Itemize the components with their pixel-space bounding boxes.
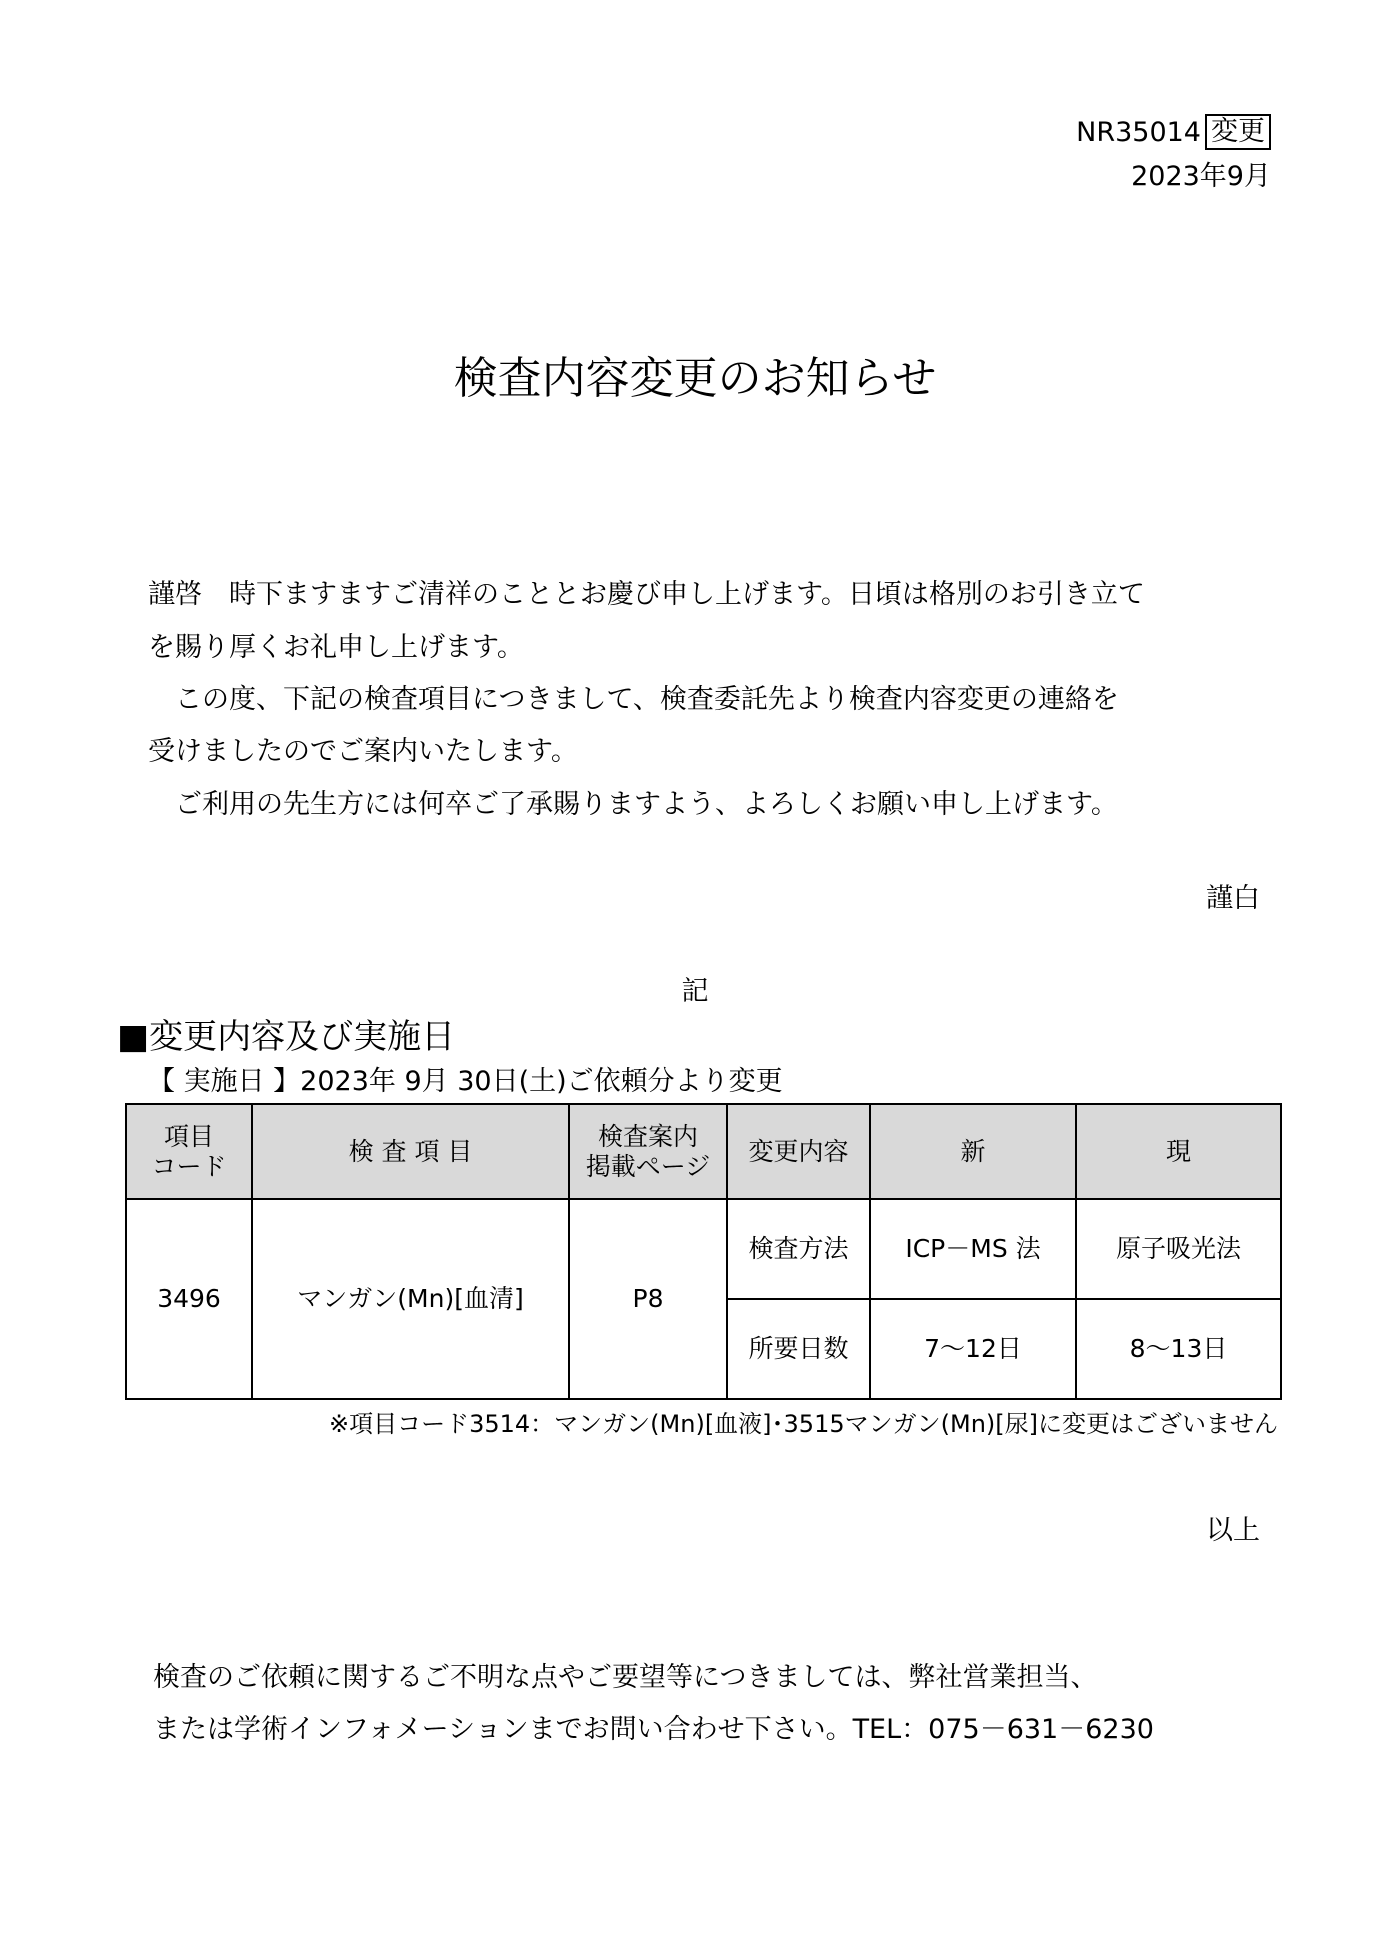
cell-item-code: 3496 <box>126 1199 252 1399</box>
implementation-date: 【 実施日 】2023年 9月 30日(土)ご依頼分より変更 <box>148 1066 783 1097</box>
cell-guide-page: P8 <box>569 1199 727 1399</box>
body-line-3: この度、下記の検査項目につきまして、検査委託先より検査内容変更の連絡を <box>148 684 1119 715</box>
cell-current-method: 原子吸光法 <box>1076 1199 1281 1299</box>
body-line-5: ご利用の先生方には何卒ご了承賜りますよう、よろしくお願い申し上げます。 <box>148 789 1118 820</box>
header-test-item: 検 査 項 目 <box>252 1104 569 1199</box>
header-item-code <box>126 1104 252 1199</box>
closing-salutation: 謹白 <box>1206 883 1260 914</box>
cell-change-label-method: 検査方法 <box>727 1199 870 1299</box>
header-guide-page-line1: 検査案内 <box>597 1121 698 1151</box>
contact-line-2: または学術インフォメーションまでお問い合わせ下さい。TEL：075－631－6230 <box>153 1714 1154 1745</box>
table-header-row <box>126 1104 1281 1199</box>
document-number <box>1076 114 1271 150</box>
contact-line-1: 検査のご依頼に関するご不明な点やご要望等につきましては、弊社営業担当、 <box>153 1662 1098 1693</box>
cell-new-days: 7～12日 <box>870 1299 1076 1399</box>
header-change-content: 変更内容 <box>727 1104 870 1199</box>
header-guide-page-line2: 掲載ページ <box>585 1151 711 1181</box>
body-line-2: を賜り厚くお礼申し上げます。 <box>148 632 524 663</box>
document-number-text: NR35014 <box>1076 116 1201 148</box>
document-change-tag: 変更 <box>1205 114 1271 150</box>
header-current: 現 <box>1076 1104 1281 1199</box>
cell-change-label-days: 所要日数 <box>727 1299 870 1399</box>
cell-current-days: 8～13日 <box>1076 1299 1281 1399</box>
document-date: 2023年9月 <box>1131 161 1271 192</box>
section-title: ■変更内容及び実施日 <box>117 1017 456 1057</box>
table-footnote: ※項目コード3514：マンガン(Mn)[血液]･3515マンガン(Mn)[尿]に変更はございません <box>328 1410 1278 1438</box>
header-item-code-line2: コード <box>151 1151 227 1181</box>
header-item-code-line1: 項目 <box>163 1121 214 1151</box>
end-mark: 以上 <box>1206 1515 1260 1546</box>
cell-new-method: ICP－MS 法 <box>870 1199 1076 1299</box>
page-title: 検査内容変更のお知らせ <box>453 353 937 404</box>
body-line-1: 謹啓 時下ますますご清祥のこととお慶び申し上げます。日頃は格別のお引き立て <box>148 579 1145 610</box>
header-guide-page <box>569 1104 727 1199</box>
change-table <box>125 1103 1282 1400</box>
header-new: 新 <box>870 1104 1076 1199</box>
cell-test-item: マンガン(Mn)[血清] <box>252 1199 569 1399</box>
table-row <box>126 1199 1281 1299</box>
body-line-4: 受けましたのでご案内いたします。 <box>148 736 578 767</box>
ki-mark: 記 <box>681 976 709 1007</box>
